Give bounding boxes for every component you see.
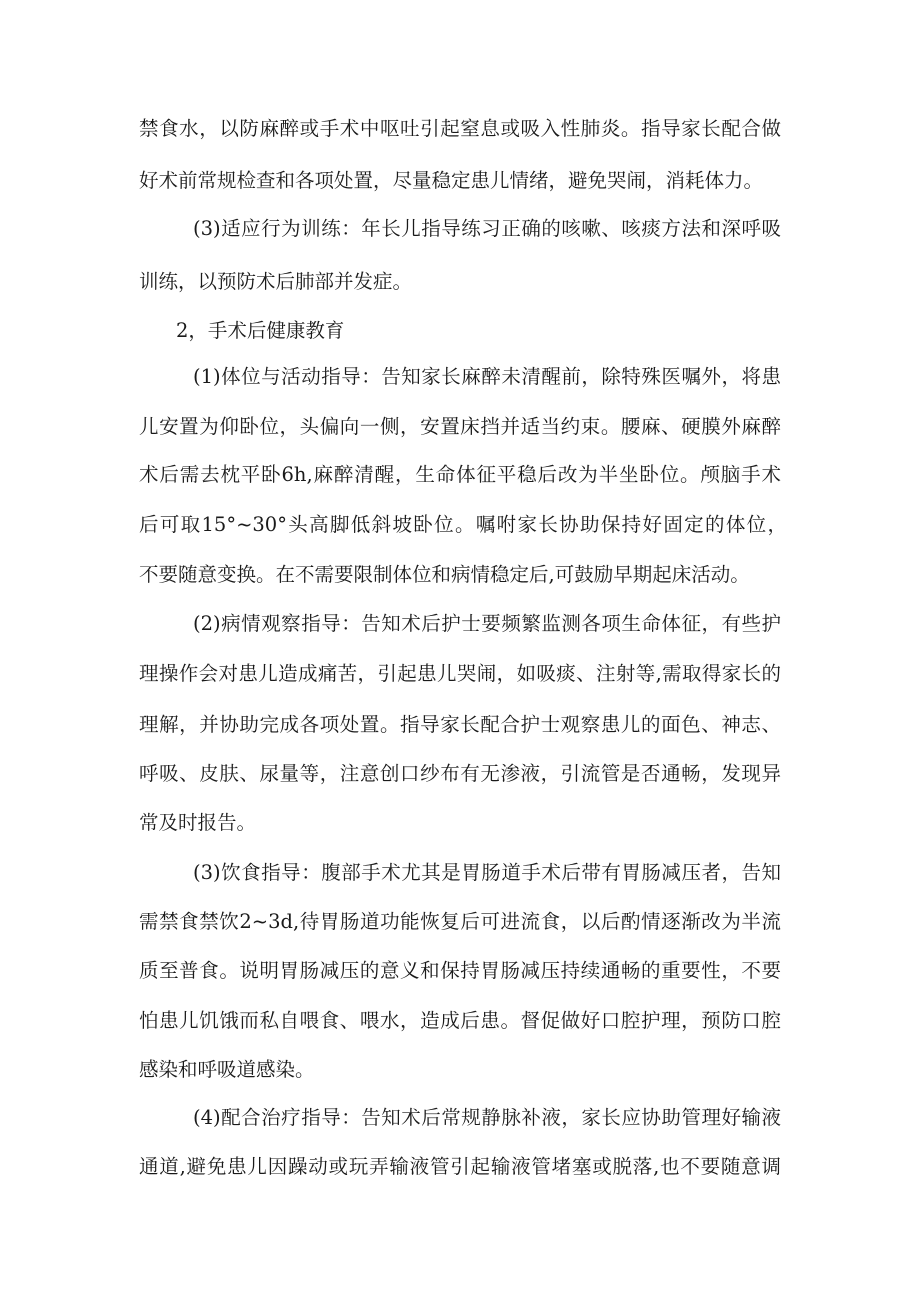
line-text: 质至普食。说明胃肠减压的意义和保持胃肠减压持续通畅的重要性，不要 [139,959,781,982]
text-line [0,757,920,791]
text-line [0,458,920,492]
text-line [0,508,920,542]
text-line [0,1101,920,1135]
line-text: (3)适应行为训练：年长儿指导练习正确的咳嗽、咳痰方法和深呼吸 [193,217,781,240]
line-text: (3)饮食指导：腹部手术尤其是胃肠道手术后带有胃肠减压者，告知 [193,861,781,884]
text-line [0,1053,920,1087]
text-line [0,212,920,246]
text-line [0,410,920,444]
text-line [0,265,920,299]
text-line [0,708,920,742]
text-line [0,954,920,988]
line-text: 呼吸、皮肤、尿量等，注意创口纱布有无渗液，引流管是否通畅，发现异 [139,762,781,785]
line-text: 后可取15°~30°头高脚低斜坡卧位。嘱咐家长协助保持好固定的体位， [139,513,787,536]
line-text: 理解，并协助完成各项处置。指导家长配合护士观察患儿的面色、神志、 [139,713,781,736]
text-line [0,112,920,146]
text-line [0,360,920,394]
text-line [0,657,920,691]
text-line [0,558,920,592]
section-heading [0,314,920,348]
line-text: 需禁食禁饮2~3d,待胃肠道功能恢复后可进流食，以后酌情逐渐改为半流 [139,910,781,933]
line-text: 不要随意变换。在不需要限制体位和病情稳定后,可鼓励早期起床活动。 [139,563,750,586]
text-line [0,164,920,198]
text-line [0,806,920,840]
line-text: 怕患儿饥饿而私自喂食、喂水，造成后患。督促做好口腔护理，预防口腔 [139,1009,781,1032]
line-text: (1)体位与活动指导：告知家长麻醉未清醒前，除特殊医嘱外，将患 [193,365,781,388]
text-line [0,1150,920,1184]
line-text: 感染和呼吸道感染。 [139,1058,315,1081]
text-line [0,607,920,641]
line-text: 禁食水，以防麻醉或手术中呕吐引起窒息或吸入性肺炎。指导家长配合做 [139,117,781,140]
text-line [0,856,920,890]
line-text: (2)病情观察指导：告知术后护士要频繁监测各项生命体征，有些护 [193,612,781,635]
line-text: 通道,避免患儿因躁动或玩弄输液管引起输液管堵塞或脱落,也不要随意调 [139,1155,781,1178]
line-text: 常及时报告。 [139,811,257,834]
line-text: 术后需去枕平卧6h,麻醉清醒，生命体征平稳后改为半坐卧位。颅脑手术 [139,463,781,486]
line-text: 2，手术后健康教育 [176,319,345,342]
text-line [0,1004,920,1038]
line-text: 理操作会对患儿造成痛苦，引起患儿哭闹，如吸痰、注射等,需取得家长的 [139,662,781,685]
line-text: 儿安置为仰卧位，头偏向一侧，安置床挡并适当约束。腰麻、硬膜外麻醉 [139,415,781,438]
line-text: 好术前常规检查和各项处置，尽量稳定患儿情绪，避免哭闹，消耗体力。 [139,169,764,192]
line-text: (4)配合治疗指导：告知术后常规静脉补液，家长应协助管理好输液 [193,1106,781,1129]
line-text: 训练，以预防术后肺部并发症。 [139,270,413,293]
text-line [0,905,920,939]
